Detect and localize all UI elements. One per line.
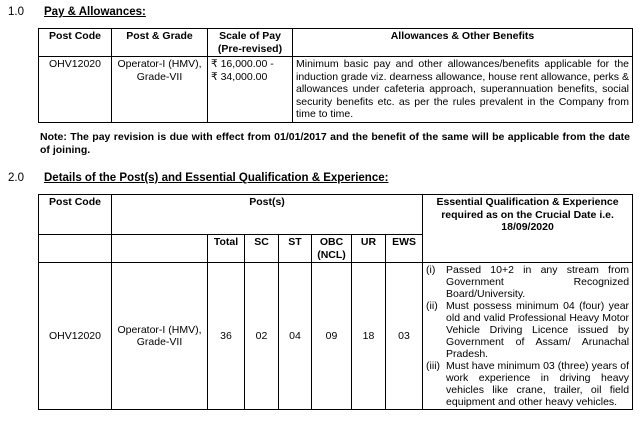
table-header-row — [39, 29, 633, 57]
count-sc: 02 — [245, 263, 279, 410]
section-1-number: 1.0 — [8, 6, 24, 18]
count-st: 04 — [279, 263, 312, 410]
post-grade-cell: Operator-I (HMV), Grade-VII — [112, 263, 208, 410]
header-sc: SC — [245, 235, 279, 263]
post-code-cell: OHV12020 — [39, 57, 112, 123]
pay-allowances-table — [38, 28, 633, 123]
table-row — [39, 57, 633, 123]
header-ur: UR — [352, 235, 386, 263]
section-1-title: Pay & Allowances: — [44, 6, 146, 18]
table-header-row — [39, 195, 633, 235]
header-qualification: Essential Qualification & Experience required as on the Crucial Date i.e. 18/09/2020 — [423, 195, 633, 263]
table-row — [39, 263, 633, 410]
qualification-cell — [423, 263, 633, 410]
qualification-list — [426, 264, 629, 408]
item-number: (i) — [426, 264, 436, 276]
header-total: Total — [208, 235, 245, 263]
post-details-table — [38, 194, 633, 410]
item-text: Must possess minimum 04 (four) year old and valid Professional Heavy Motor Vehicle Driving Licence issued by Government of Assam/ Arunachal Pradesh. — [446, 300, 630, 360]
section-2-number: 2.0 — [8, 172, 24, 184]
scale-line-2: ₹ 34,000.00 — [211, 70, 268, 83]
qualification-item — [426, 360, 629, 408]
count-obc: 09 — [312, 263, 352, 410]
header-post-code: Post Code — [39, 195, 112, 235]
scale-line-1: ₹ 16,000.00 - — [211, 58, 274, 70]
item-text: Must have minimum 03 (three) years of work experience in driving heavy vehicles like crane, trailer, oil field equipment and other heavy vehicles. — [446, 360, 630, 408]
header-posts: Post(s) — [112, 195, 423, 235]
qualification-item — [426, 300, 629, 360]
post-grade-cell: Operator-I (HMV), Grade-VII — [112, 57, 208, 123]
pay-revision-note: Note: The pay revision is due with effect from 01/01/2017 and the benefit of the same will be applicable from the date of joining. — [40, 131, 630, 156]
header-post-grade: Post & Grade — [112, 29, 208, 57]
header-st: ST — [279, 235, 312, 263]
count-ews: 03 — [386, 263, 423, 410]
header-ews: EWS — [386, 235, 423, 263]
section-2-title: Details of the Post(s) and Essential Qualification & Experience: — [44, 172, 389, 184]
post-code-cell: OHV12020 — [39, 263, 112, 410]
scale-of-pay-cell — [208, 57, 293, 123]
item-number: (ii) — [426, 300, 438, 312]
count-ur: 18 — [352, 263, 386, 410]
benefits-cell: Minimum basic pay and other allowances/benefits applicable for the induction grade viz. dearness allowance, house rent allowance, perks & allowances under cafeteria approach, superannuation benefits, social security benefits etc. as per the rules prevalent in the Company from time to time. — [293, 57, 633, 123]
qualification-item — [426, 264, 629, 300]
header-post-code: Post Code — [39, 29, 112, 57]
header-benefits: Allowances & Other Benefits — [293, 29, 633, 57]
item-text: Passed 10+2 in any stream from Government Recognized Board/University. — [446, 264, 630, 300]
header-obc: OBC (NCL) — [312, 235, 352, 263]
count-total: 36 — [208, 263, 245, 410]
header-scale-of-pay: Scale of Pay (Pre-revised) — [208, 29, 293, 57]
item-number: (iii) — [426, 360, 441, 372]
